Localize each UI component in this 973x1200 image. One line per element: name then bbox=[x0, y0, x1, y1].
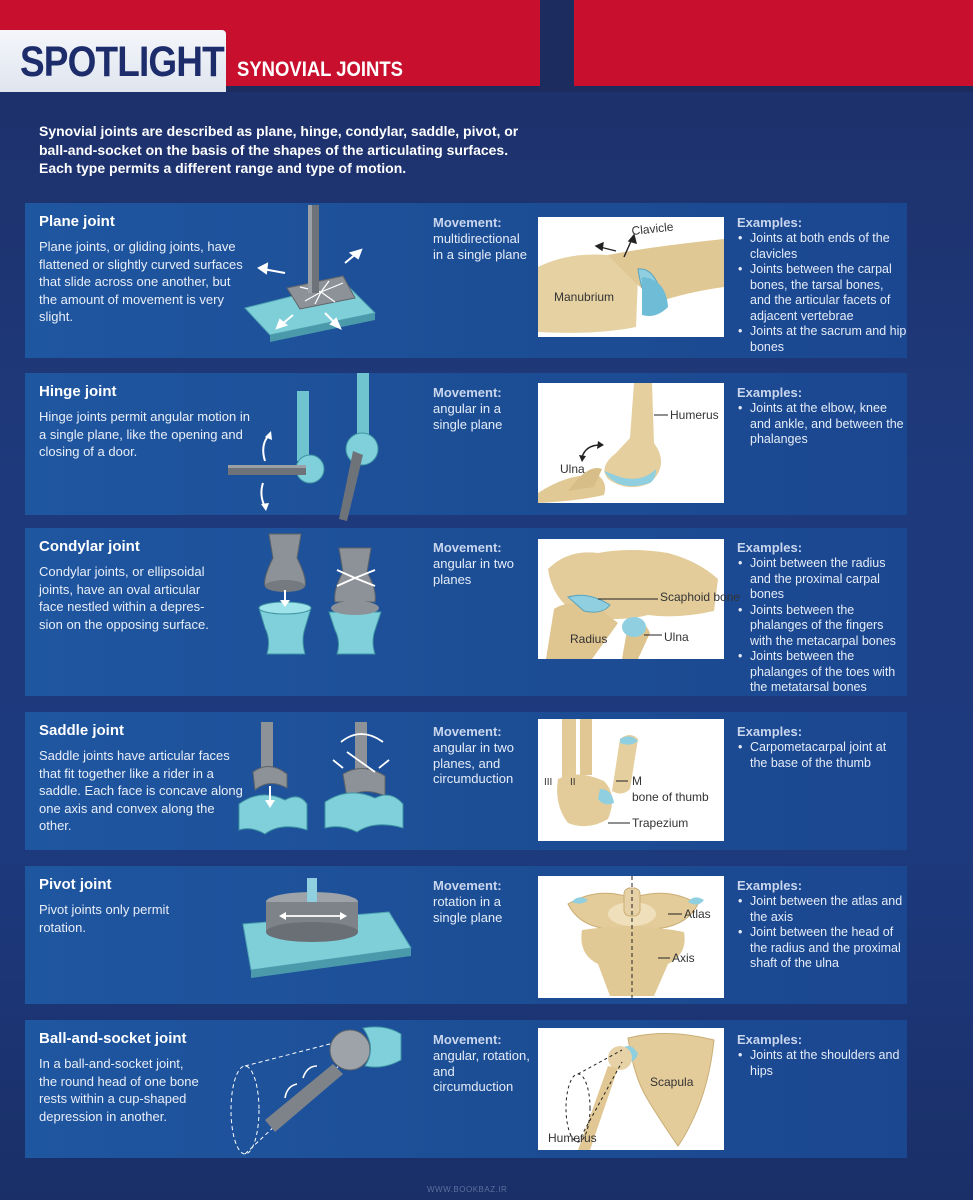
joint-description: Saddle joints have articular faces that fit together like a rider in a saddle. Each face is concave along one axis and convex along the other. bbox=[39, 748, 243, 833]
intro-paragraph: Synovial joints are described as plane, hinge, condylar, saddle, pivot, or ball-and-socket on the basis of the shapes of the articulating surfaces. Each type permits a different range and type of motion. bbox=[39, 123, 519, 176]
examples-heading: Examples: bbox=[737, 540, 803, 555]
movement-heading: Movement: bbox=[433, 540, 502, 555]
condylar-joint-illustration bbox=[225, 528, 425, 696]
examples-heading: Examples: bbox=[737, 1032, 803, 1047]
joint-row-plane bbox=[25, 203, 907, 358]
section-title: SYNOVIAL JOINTS bbox=[237, 58, 404, 81]
examples-list bbox=[737, 740, 907, 771]
image-label: Ulna bbox=[664, 630, 689, 644]
movement-heading: Movement: bbox=[433, 385, 502, 400]
image-label: bone of thumb bbox=[632, 790, 709, 804]
image-label: Trapezium bbox=[632, 816, 689, 830]
image-label: Clavicle bbox=[630, 219, 675, 238]
pivot-joint-illustration bbox=[225, 866, 425, 1004]
joint-description: Hinge joints permit angular motion in a single plane, like the opening and closing of a door. bbox=[39, 409, 250, 459]
example-item: • Joints at the elbow, knee and ankle, and between the phalanges bbox=[737, 401, 907, 448]
example-item: • Joints at the shoulders and hips bbox=[737, 1048, 907, 1079]
image-label: Atlas bbox=[684, 907, 711, 921]
examples-list bbox=[737, 556, 907, 696]
saddle-joint-photo bbox=[538, 719, 724, 841]
example-item: • Joint between the head of the radius and the proximal shaft of the ulna bbox=[737, 925, 907, 972]
plane-joint-illustration bbox=[225, 203, 425, 358]
movement-text: rotation in a single plane bbox=[433, 894, 503, 925]
movement-heading: Movement: bbox=[433, 1032, 502, 1047]
examples-list bbox=[737, 231, 907, 355]
examples-heading: Examples: bbox=[737, 215, 803, 230]
joint-description: Condylar joints, or ellipsoidal joints, have an oval articular face nestled within a depres-sion on the opposing surface. bbox=[39, 564, 209, 632]
spotlight-title: SPOTLIGHT bbox=[20, 38, 224, 86]
examples-heading: Examples: bbox=[737, 385, 803, 400]
examples-list bbox=[737, 401, 907, 448]
hinge-joint-illustration bbox=[225, 373, 425, 515]
examples-heading: Examples: bbox=[737, 724, 803, 739]
joint-row-hinge bbox=[25, 373, 907, 515]
example-item: • Joints between the phalanges of the toes with the metatarsal bones bbox=[737, 649, 907, 696]
joint-description: In a ball-and-socket joint, the round head of one bone rests within a cup-shaped depression in another. bbox=[39, 1056, 199, 1124]
footer-watermark: WWW.BOOKBAZ.IR bbox=[427, 1185, 508, 1194]
image-label: Manubrium bbox=[554, 290, 615, 304]
condylar-joint-photo bbox=[538, 539, 741, 659]
joint-name: Pivot joint bbox=[39, 876, 112, 893]
movement-heading: Movement: bbox=[433, 724, 502, 739]
example-item: • Joints at both ends of the clavicles bbox=[737, 231, 907, 262]
ball-and-socket-joint-photo bbox=[538, 1028, 724, 1150]
examples-list bbox=[737, 1048, 907, 1079]
joint-name: Ball-and-socket joint bbox=[39, 1030, 187, 1047]
hinge-joint-photo bbox=[538, 383, 724, 503]
image-label: II bbox=[570, 777, 576, 788]
header-accent-bar bbox=[540, 0, 574, 86]
image-label: Ulna bbox=[560, 462, 585, 476]
joint-row-pivot bbox=[25, 866, 907, 1004]
examples-list bbox=[737, 894, 907, 972]
example-item: • Joint between the radius and the proximal carpal bones bbox=[737, 556, 907, 603]
ball-and-socket-joint-illustration bbox=[225, 1020, 425, 1158]
movement-text: angular in two planes, and circumduction bbox=[433, 740, 514, 786]
example-item: • Joints between the carpal bones, the tarsal bones, and the articular facets of adjacent vertebrae bbox=[737, 262, 907, 324]
joint-name: Plane joint bbox=[39, 213, 115, 230]
example-item: • Joint between the atlas and the axis bbox=[737, 894, 907, 925]
image-label: Humerus bbox=[670, 408, 719, 422]
movement-heading: Movement: bbox=[433, 215, 502, 230]
pivot-joint-photo bbox=[538, 876, 724, 998]
joint-row-condylar bbox=[25, 528, 907, 696]
image-label: Scaphoid bone bbox=[660, 590, 741, 604]
image-label: M bbox=[632, 774, 642, 788]
joint-description: Plane joints, or gliding joints, have flattened or slightly curved surfaces that slide across one another, but the amount of movement is very slight. bbox=[39, 239, 243, 324]
joint-name: Hinge joint bbox=[39, 383, 117, 400]
movement-text: multidirectional in a single plane bbox=[433, 231, 527, 262]
joint-name: Saddle joint bbox=[39, 722, 125, 739]
image-label: Radius bbox=[570, 632, 608, 646]
examples-heading: Examples: bbox=[737, 878, 803, 893]
movement-text: angular, rotation, and circumduction bbox=[433, 1048, 530, 1094]
image-label: III bbox=[544, 777, 553, 788]
movement-heading: Movement: bbox=[433, 878, 502, 893]
saddle-joint-illustration bbox=[225, 712, 425, 850]
joint-row-saddle bbox=[25, 712, 907, 850]
example-item: • Joints between the phalanges of the fingers with the metacarpal bones bbox=[737, 603, 907, 650]
plane-joint-photo bbox=[538, 217, 724, 337]
image-label: Scapula bbox=[650, 1075, 694, 1089]
joint-description: Pivot joints only permit rotation. bbox=[39, 902, 170, 935]
joint-row-ball-and-socket bbox=[25, 1020, 907, 1158]
movement-text: angular in a single plane bbox=[433, 401, 503, 432]
image-label: Humerus bbox=[548, 1131, 597, 1145]
movement-text: angular in two planes bbox=[433, 556, 514, 587]
example-item: • Joints at the sacrum and hip bones bbox=[737, 324, 907, 355]
joint-name: Condylar joint bbox=[39, 538, 140, 555]
image-label: Axis bbox=[672, 951, 695, 965]
example-item: • Carpometacarpal joint at the base of the thumb bbox=[737, 740, 907, 771]
